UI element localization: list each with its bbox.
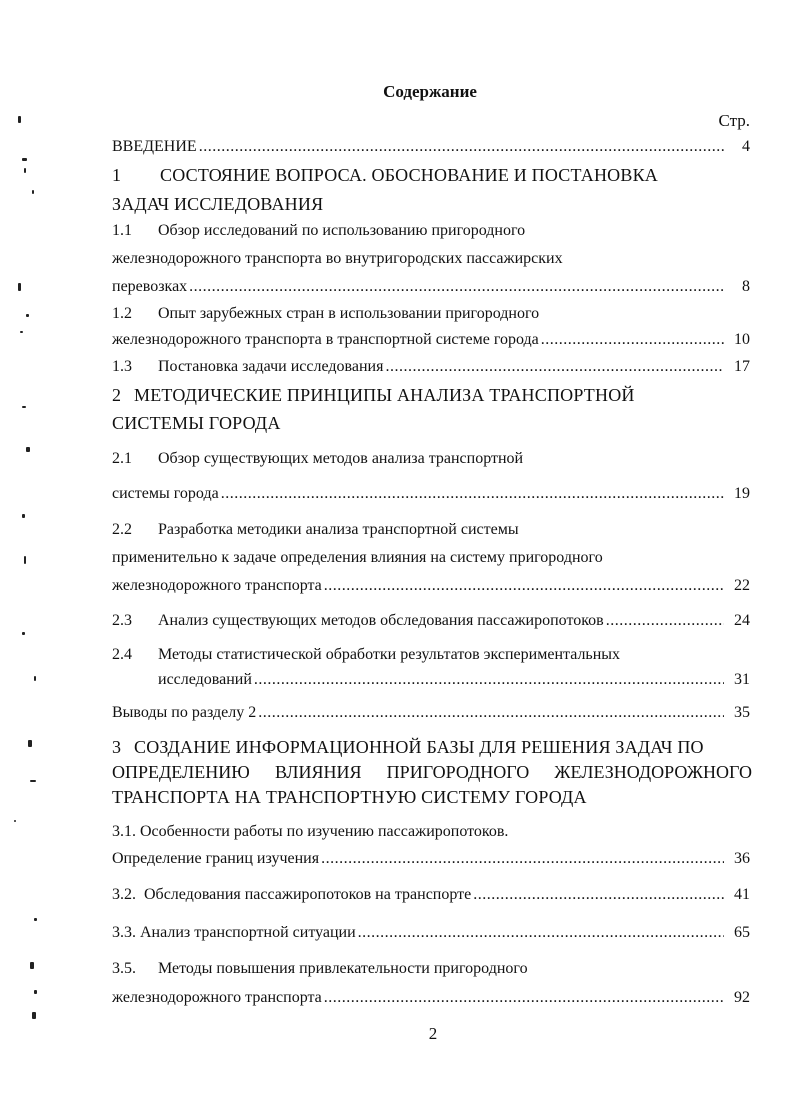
chapter-number: 1 (112, 165, 122, 185)
section-title-line-2: применительно к задаче определения влияния на систему пригородного (112, 549, 603, 566)
toc-entry-page: 10 (734, 331, 750, 348)
section-number: 2.1 (112, 450, 132, 467)
toc-entry-page: 41 (734, 886, 750, 903)
section-title-line-2: железнодорожного транспорта в транспортной системе города (112, 331, 539, 348)
toc-entry-page: 19 (734, 485, 750, 502)
toc-chapter-3-heading-cont (112, 762, 752, 783)
toc-title: Содержание (383, 82, 477, 101)
leader-dots (254, 671, 724, 689)
section-title-line-1: Особенности работы по изучению пассажиропотоков. (140, 823, 509, 840)
chapter-title-line-3: ТРАНСПОРТА НА ТРАНСПОРТНУЮ СИСТЕМУ ГОРОДА (112, 787, 587, 807)
toc-entry-2-2-cont (112, 549, 750, 575)
chapter-title-line-2: СИСТЕМЫ ГОРОДА (112, 413, 281, 433)
chapter-title-line-1: МЕТОДИЧЕСКИЕ ПРИНЦИПЫ АНАЛИЗА ТРАНСПОРТНОЙ (134, 385, 635, 405)
section-number: 1.1 (112, 222, 132, 239)
toc-entry-page: 36 (734, 850, 750, 867)
section-title: Обследования пассажиропотоков на транспорте (144, 886, 472, 903)
leader-dots (385, 358, 724, 376)
toc-entry-2-2[interactable] (112, 521, 750, 547)
toc-entry-page: 24 (734, 612, 750, 629)
section-number: 3.1. (112, 823, 136, 840)
toc-entry-page: 8 (742, 278, 750, 295)
toc-entry-page: 92 (734, 989, 750, 1006)
leader-dots (324, 989, 724, 1007)
toc-entry-3-1[interactable] (112, 823, 750, 849)
leader-dots (189, 278, 724, 296)
section-title-line-1: Методы повышения привлекательности пригородного (158, 960, 528, 977)
leader-dots (258, 704, 724, 722)
section-number: 3.2. (112, 886, 136, 903)
chapter-number: 3 (112, 737, 122, 757)
toc-entry-page: 22 (734, 577, 750, 594)
section-title-line-2: Определение границ изучения (112, 850, 320, 867)
leader-dots (473, 886, 724, 904)
toc-entry-3-5-end (112, 989, 750, 1015)
toc-entry-3-3[interactable] (112, 924, 750, 950)
toc-entry-page: 31 (734, 671, 750, 688)
section-title-line-1: Обзор исследований по использованию пригородного (158, 222, 526, 239)
toc-entry-1-2[interactable] (112, 305, 750, 331)
section-title-line-1: Методы статистической обработки результатов экспериментальных (158, 646, 621, 663)
section-title-line-1: Разработка методики анализа транспортной системы (158, 521, 519, 538)
toc-entry-introduction[interactable] (112, 138, 750, 164)
toc-entry-3-5[interactable] (112, 960, 750, 986)
toc-entry-1-1[interactable] (112, 222, 750, 248)
section-number: 3.5. (112, 960, 136, 977)
section-title-line-2: системы города (112, 485, 219, 502)
toc-chapter-2-heading-cont (112, 413, 752, 434)
leader-dots (324, 577, 724, 595)
page-number: 2 (428, 1024, 438, 1043)
toc-chapter-3-heading-end (112, 787, 752, 808)
section-number: 2.4 (112, 646, 132, 663)
leader-dots (541, 331, 724, 349)
toc-entry-1-1-cont (112, 250, 750, 276)
toc-entry-page: 4 (742, 138, 750, 155)
leader-dots (199, 138, 724, 156)
toc-entry-page: 65 (734, 924, 750, 941)
chapter-title-line-2: ОПРЕДЕЛЕНИЮ ВЛИЯНИЯ ПРИГОРОДНОГО ЖЕЛЕЗНОДОРОЖНОГО (112, 762, 752, 782)
toc-entry-2-1-end (112, 485, 750, 511)
toc-chapter-3-heading[interactable] (112, 737, 752, 758)
toc-entry-3-1-end (112, 850, 750, 876)
section-title: Анализ существующих методов обследования пассажиропотоков (158, 612, 604, 629)
section-number: 3.3. (112, 924, 136, 941)
chapter-title-line-2: ЗАДАЧ ИССЛЕДОВАНИЯ (112, 194, 324, 214)
section-title: Выводы по разделу 2 (112, 704, 257, 721)
section-number: 1.3 (112, 358, 132, 375)
section-title-line-1: Обзор существующих методов анализа транспортной (158, 450, 524, 467)
section-number: 1.2 (112, 305, 132, 322)
toc-entry-page: 17 (734, 358, 750, 375)
chapter-number: 2 (112, 385, 122, 405)
toc-entry-page: 35 (734, 704, 750, 721)
section-title-line-2: железнодорожного транспорта (112, 989, 322, 1006)
section-title-line-2: железнодорожного транспорта во внутригородских пассажирских (112, 250, 563, 267)
section-title: Анализ транспортной ситуации (140, 924, 356, 941)
toc-entry-2-1[interactable] (112, 450, 750, 476)
section-title: Постановка задачи исследования (158, 358, 384, 375)
section-number: 2.2 (112, 521, 132, 538)
toc-entry-2-4-end (158, 671, 750, 697)
leader-dots (606, 612, 724, 630)
toc-entry-2-3[interactable] (112, 612, 750, 638)
section-number: 2.3 (112, 612, 132, 629)
chapter-title-line-1: СОЗДАНИЕ ИНФОРМАЦИОННОЙ БАЗЫ ДЛЯ РЕШЕНИЯ ЗАДАЧ ПО (134, 737, 704, 757)
chapter-title-line-1: СОСТОЯНИЕ ВОПРОСА. ОБОСНОВАНИЕ И ПОСТАНОВКА (160, 165, 658, 185)
toc-chapter-2-heading[interactable] (112, 385, 752, 406)
toc-chapter-1-heading-cont (112, 194, 752, 215)
toc-entry-text: ВВЕДЕНИЕ (112, 138, 197, 155)
leader-dots (321, 850, 724, 868)
toc-entry-conclusions-2[interactable] (112, 704, 750, 730)
toc-entry-2-4[interactable] (112, 646, 750, 672)
toc-entry-3-2[interactable] (112, 886, 750, 912)
toc-entry-1-2-end (112, 331, 750, 357)
section-title-line-3: железнодорожного транспорта (112, 577, 322, 594)
toc-entry-1-1-end (112, 278, 750, 304)
leader-dots (221, 485, 724, 503)
section-title-line-3: перевозках (112, 278, 188, 295)
section-title-line-1: Опыт зарубежных стран в использовании пригородного (158, 305, 540, 322)
leader-dots (358, 924, 724, 942)
toc-entry-2-2-end (112, 577, 750, 603)
toc-entry-1-3[interactable] (112, 358, 750, 384)
toc-chapter-1-heading[interactable] (112, 165, 752, 186)
section-title-line-2: исследований (158, 671, 252, 688)
page-column-label: Стр. (718, 111, 750, 130)
